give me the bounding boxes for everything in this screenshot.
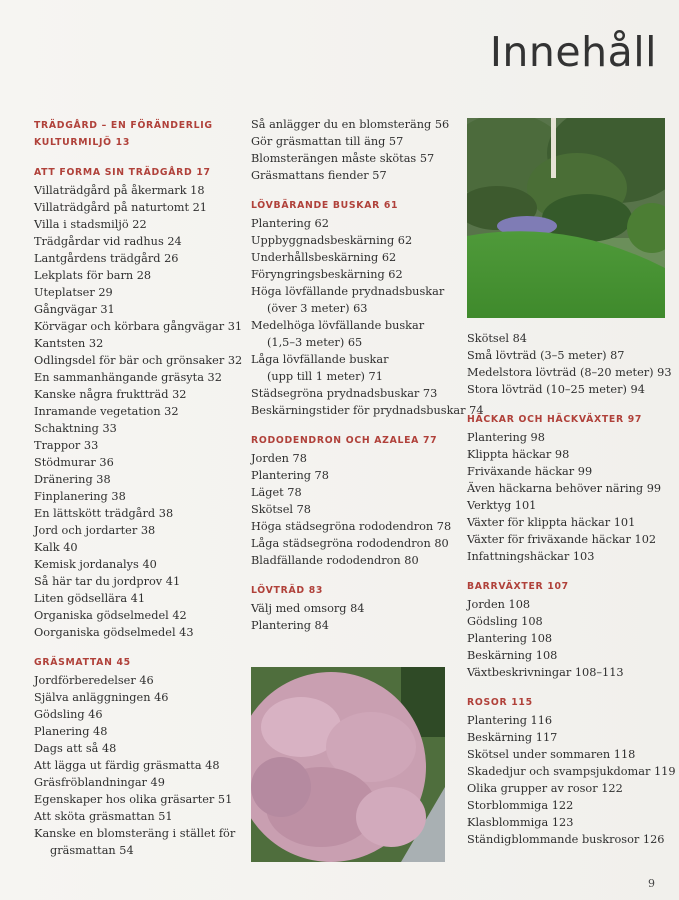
toc-entry[interactable]: Klippta häckar 98 (467, 448, 570, 461)
toc-entry[interactable]: Låga städsegröna rododendron 80 (251, 537, 449, 550)
toc-entry[interactable]: Gödsling 108 (467, 615, 543, 628)
toc-entry[interactable]: Verktyg 101 (467, 499, 537, 512)
toc-entry[interactable]: Städsegröna prydnadsbuskar 73 (251, 387, 438, 400)
toc-entry[interactable]: Skötsel 84 (467, 332, 527, 345)
toc-entry[interactable]: Gör gräsmattan till äng 57 (251, 135, 404, 148)
toc-entry[interactable]: Lantgårdens trädgård 26 (34, 252, 179, 265)
toc-entry[interactable]: Organiska gödselmedel 42 (34, 609, 187, 622)
toc-entry[interactable]: Ständigblommande buskrosor 126 (467, 833, 665, 846)
toc-section-intro (34, 118, 234, 151)
toc-entry[interactable]: Plantering 84 (251, 619, 329, 632)
toc-entry[interactable]: Så här tar du jordprov 41 (34, 575, 181, 588)
toc-entry[interactable]: (över 3 meter) 63 (267, 302, 368, 315)
toc-entry[interactable]: Välj med omsorg 84 (251, 602, 365, 615)
toc-entry[interactable]: (1,5–3 meter) 65 (267, 336, 363, 349)
toc-entry[interactable]: Dränering 38 (34, 473, 111, 486)
section-heading[interactable]: KULTURMILJÖ 13 (34, 137, 130, 148)
toc-entry[interactable]: Skötsel under sommaren 118 (467, 748, 636, 761)
toc-entry[interactable]: Villaträdgård på naturtomt 21 (34, 201, 207, 214)
toc-entry[interactable]: Plantering 78 (251, 469, 329, 482)
toc-entry[interactable]: Bladfällande rododendron 80 (251, 554, 419, 567)
section-heading[interactable]: ATT FORMA SIN TRÄDGÅRD 17 (34, 167, 211, 178)
toc-entry[interactable]: Finplanering 38 (34, 490, 126, 503)
toc-entry[interactable]: Beskärning 117 (467, 731, 558, 744)
toc-sections (467, 412, 676, 848)
toc-entry[interactable]: Plantering 108 (467, 632, 553, 645)
section-heading[interactable]: RODODENDRON OCH AZALEA 77 (251, 435, 438, 446)
toc-entry[interactable]: Växter för friväxande häckar 102 (467, 533, 657, 546)
toc-entry[interactable]: En sammanhängande gräsyta 32 (34, 371, 222, 384)
toc-entry[interactable]: Även häckarna behöver näring 99 (467, 482, 662, 495)
toc-entry[interactable]: Oorganiska gödselmedel 43 (34, 626, 194, 639)
toc-entry[interactable]: Jorden 108 (467, 598, 531, 611)
toc-entry[interactable]: Blomsterängen måste skötas 57 (251, 152, 435, 165)
toc-entry[interactable]: Gödsling 46 (34, 708, 103, 721)
toc-entry[interactable]: Underhållsbeskärning 62 (251, 251, 397, 264)
toc-entry[interactable]: Så anlägger du en blomsteräng 56 (251, 118, 450, 131)
toc-entry[interactable]: Skadedjur och svampsjukdomar 119 (467, 765, 676, 778)
section-heading[interactable]: LÖVBÄRANDE BUSKAR 61 (251, 200, 399, 211)
toc-entry[interactable]: Olika grupper av rosor 122 (467, 782, 623, 795)
toc-entry[interactable]: Planering 48 (34, 725, 108, 738)
toc-entry[interactable]: Villa i stadsmiljö 22 (34, 218, 147, 231)
toc-entry[interactable]: Stora lövträd (10–25 meter) 94 (467, 383, 645, 396)
toc-continued-list (251, 116, 456, 184)
toc-entry[interactable]: Medelhöga lövfällande buskar (251, 319, 425, 332)
flowering-shrub-photo (251, 667, 445, 862)
toc-entry[interactable]: Jordförberedelser 46 (34, 674, 154, 687)
section-heading[interactable]: BARRVÄXTER 107 (467, 581, 569, 592)
toc-entry[interactable]: (upp till 1 meter) 71 (267, 370, 383, 383)
toc-entry[interactable]: Växtbeskrivningar 108–113 (467, 666, 624, 679)
toc-entry[interactable]: Liten gödsellära 41 (34, 592, 146, 605)
section-heading[interactable]: LÖVTRÄD 83 (251, 585, 324, 596)
toc-section (34, 165, 243, 641)
toc-entry[interactable]: Plantering 116 (467, 714, 553, 727)
toc-entry[interactable]: Höga städsegröna rododendron 78 (251, 520, 452, 533)
toc-entry[interactable]: Körvägar och körbara gångvägar 31 (34, 320, 243, 333)
toc-entry[interactable]: Föryngringsbeskärning 62 (251, 268, 403, 281)
toc-entry[interactable]: Plantering 98 (467, 431, 545, 444)
section-heading[interactable]: GRÄSMATTAN 45 (34, 657, 131, 668)
toc-section (251, 583, 456, 634)
toc-entry[interactable]: Friväxande häckar 99 (467, 465, 593, 478)
toc-entry[interactable]: Själva anläggningen 46 (34, 691, 169, 704)
toc-entry[interactable]: Jord och jordarter 38 (34, 524, 156, 537)
page-number: 9 (648, 877, 655, 890)
toc-entry[interactable]: Egenskaper hos olika gräsarter 51 (34, 793, 233, 806)
toc-entry[interactable]: Kanske några fruktträd 32 (34, 388, 187, 401)
toc-entry[interactable]: Odlingsdel för bär och grönsaker 32 (34, 354, 243, 367)
toc-entry[interactable]: Beskärning 108 (467, 649, 558, 662)
toc-entry[interactable]: Läget 78 (251, 486, 302, 499)
toc-entry[interactable]: Gräsfröblandningar 49 (34, 776, 165, 789)
toc-continued-list (467, 330, 672, 398)
section-heading[interactable]: TRÄDGÅRD – EN FÖRÄNDERLIG (34, 120, 213, 131)
toc-entry[interactable]: Stödmurar 36 (34, 456, 114, 469)
flowering-shrub-illustration (251, 667, 445, 862)
toc-entry[interactable]: Klasblommiga 123 (467, 816, 574, 829)
toc-entry[interactable]: Höga lövfällande prydnadsbuskar (251, 285, 445, 298)
toc-entry[interactable]: Lekplats för barn 28 (34, 269, 152, 282)
toc-section (467, 695, 676, 848)
toc-column-1 (34, 118, 243, 873)
toc-section (34, 655, 234, 859)
toc-column-2 (251, 116, 484, 648)
toc-entry[interactable]: Kantsten 32 (34, 337, 104, 350)
toc-section (467, 579, 667, 681)
toc-entry[interactable]: Plantering 62 (251, 217, 329, 230)
toc-entry[interactable]: Inramande vegetation 32 (34, 405, 179, 418)
toc-section (251, 198, 484, 419)
toc-column-3 (467, 330, 676, 862)
toc-entry[interactable]: Uppbyggnadsbeskärning 62 (251, 234, 413, 247)
toc-section (467, 412, 667, 565)
garden-lawn-photo (467, 118, 665, 318)
toc-entry[interactable]: Gångvägar 31 (34, 303, 115, 316)
toc-entry[interactable]: Jorden 78 (251, 452, 307, 465)
toc-entry[interactable]: Kanske en blomsteräng i stället för (34, 827, 236, 840)
toc-entry[interactable]: Växter för klippta häckar 101 (467, 516, 636, 529)
toc-entry[interactable]: Skötsel 78 (251, 503, 311, 516)
toc-entry[interactable]: Storblommiga 122 (467, 799, 574, 812)
toc-section (251, 433, 456, 569)
toc-entry[interactable]: En lättskött trädgård 38 (34, 507, 174, 520)
section-heading[interactable]: ROSOR 115 (467, 697, 533, 708)
toc-entry[interactable]: Uteplatser 29 (34, 286, 113, 299)
garden-lawn-illustration (467, 118, 665, 318)
toc-entry[interactable]: Gräsmattans fiender 57 (251, 169, 387, 182)
toc-entry[interactable]: Kalk 40 (34, 541, 78, 554)
toc-entry[interactable]: Att sköta gräsmattan 51 (34, 810, 173, 823)
toc-entry[interactable]: Små lövträd (3–5 meter) 87 (467, 349, 625, 362)
toc-sections (34, 165, 243, 859)
toc-sections (251, 198, 484, 634)
toc-entry[interactable]: Trädgårdar vid radhus 24 (34, 235, 182, 248)
toc-entry[interactable]: Att lägga ut färdig gräsmatta 48 (34, 759, 220, 772)
toc-entry[interactable]: Beskärningstider för prydnadsbuskar 74 (251, 404, 484, 417)
toc-entry[interactable]: Trappor 33 (34, 439, 99, 452)
toc-entry[interactable]: Infattningshäckar 103 (467, 550, 595, 563)
toc-entry[interactable]: Schaktning 33 (34, 422, 117, 435)
section-heading[interactable]: HÄCKAR OCH HÄCKVÄXTER 97 (467, 414, 643, 425)
toc-entry[interactable]: Låga lövfällande buskar (251, 353, 389, 366)
toc-entry[interactable]: Medelstora lövträd (8–20 meter) 93 (467, 366, 672, 379)
page-title: Innehåll (489, 28, 657, 76)
toc-entry[interactable]: Dags att så 48 (34, 742, 117, 755)
toc-entry-continued[interactable]: gräsmattan 54 (50, 844, 134, 857)
toc-entry[interactable]: Kemisk jordanalys 40 (34, 558, 157, 571)
toc-entry[interactable]: Villaträdgård på åkermark 18 (34, 184, 205, 197)
